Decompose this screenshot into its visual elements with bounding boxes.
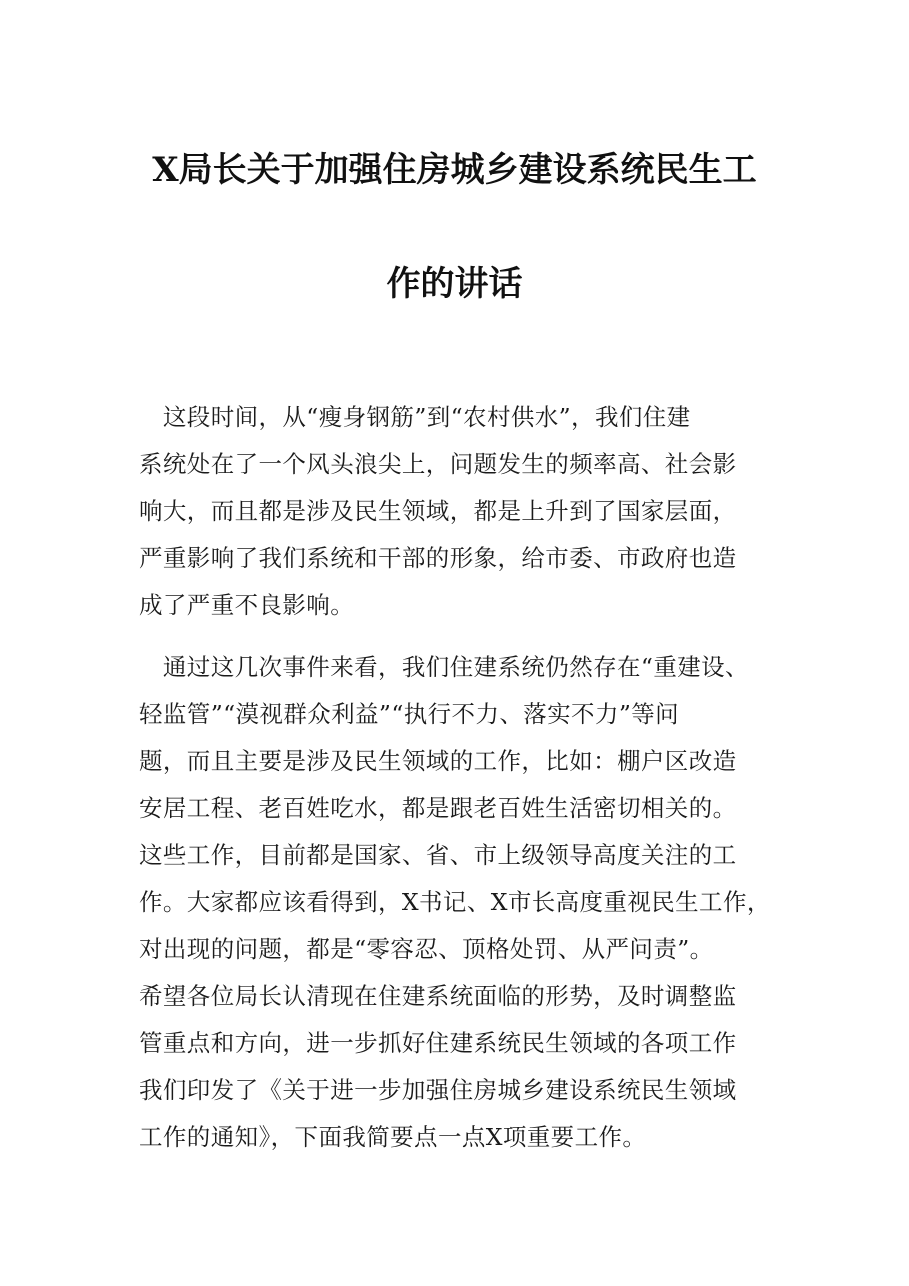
paragraph-line: 作。大家都应该看得到，X书记、X市长高度重视民生工作，: [139, 888, 771, 916]
paragraph-line: 希望各位局长认清现在住建系统面临的形势，及时调整监: [139, 982, 737, 1010]
paragraph-line: 这些工作，目前都是国家、省、市上级领导高度关注的工: [139, 841, 737, 869]
paragraph-line: 响大，而且都是涉及民生领域，都是上升到了国家层面，: [139, 497, 737, 525]
paragraph-line: 工作的通知》，下面我简要点一点X项重要工作。: [139, 1123, 647, 1151]
paragraph-line: 轻监管”“漠视群众利益”“执行不力、落实不力”等问: [139, 700, 680, 728]
paragraph-line: 安居工程、老百姓吃水，都是跟老百姓生活密切相关的。: [139, 794, 737, 822]
paragraph-line: 成了严重不良影响。: [139, 591, 355, 619]
paragraph-line: 这段时间，从“瘦身钢筋”到“农村供水”，我们住建: [139, 403, 691, 431]
paragraph-line: 管重点和方向，进一步抓好住建系统民生领域的各项工作: [139, 1029, 737, 1057]
document-title-line-1: X局长关于加强住房城乡建设系统民生工: [152, 150, 757, 190]
paragraph-line: 严重影响了我们系统和干部的形象，给市委、市政府也造: [139, 544, 737, 572]
paragraph-line: 系统处在了一个风头浪尖上，问题发生的频率高、社会影: [139, 450, 737, 478]
paragraph-line: 对出现的问题，都是“零容忍、顶格处罚、从严问责”。: [139, 935, 714, 963]
paragraph-line: 题，而且主要是涉及民生领域的工作，比如：棚户区改造: [139, 747, 737, 775]
paragraph-line: 我们印发了《关于进一步加强住房城乡建设系统民生领域: [139, 1076, 737, 1104]
paragraph-line: 通过这几次事件来看，我们住建系统仍然存在“重建设、: [139, 653, 749, 681]
document-title-line-2: 作的讲话: [386, 264, 523, 304]
